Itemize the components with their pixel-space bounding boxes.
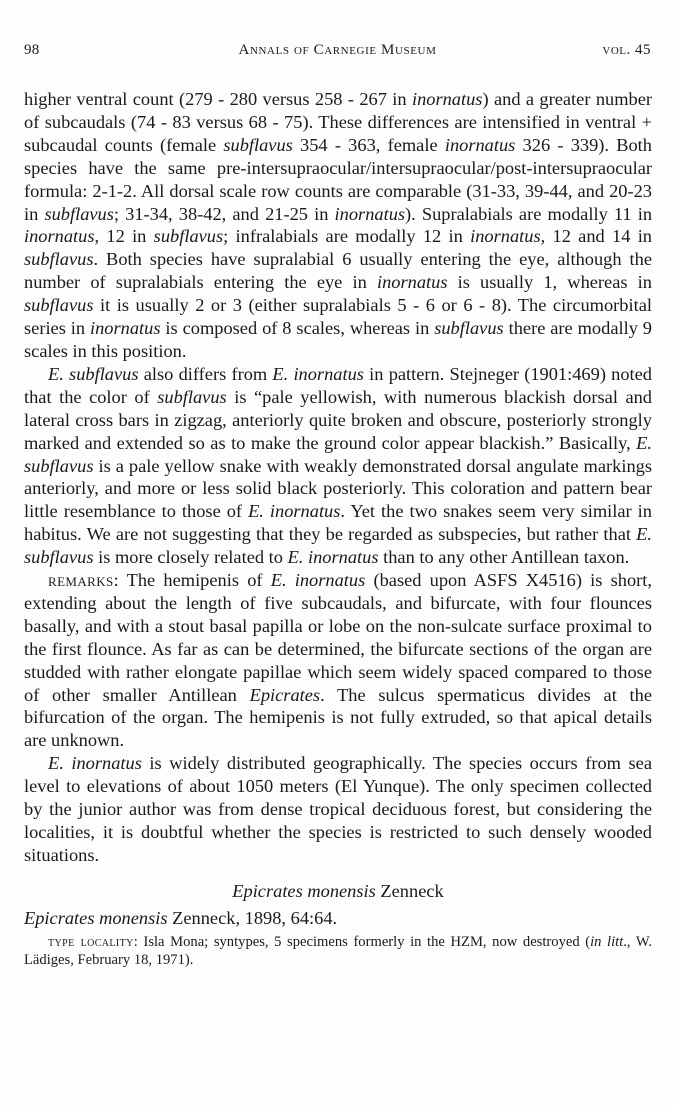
- paragraph-pattern: E. subflavus also differs from E. inornatus in pattern. Stejneger (1901:469) noted that the color of subflavus is “pale yellowish, with numerous blackish dorsal and lateral cross bars in zigzag, anteriorly quite broken and obscure, posteriorly strongly marked and extended so as to make the ground color appear blackish.” Basically, E. subflavus is a pale yellow snake with weakly demonstrated dorsal angulate markings anteriorly, and more or less solid black posteriorly. This coloration and pattern bear little resemblance to those of E. inornatus. Yet the two snakes seem very similar in habitus. We are not suggesting that they be regarded as subspecies, but rather that E. subflavus is more closely related to E. inornatus than to any other Antillean taxon.: [24, 363, 653, 568]
- type-locality: type locality: Isla Mona; syntypes, 5 specimens formerly in the HZM, now destroyed (in litt., W. Lädiges, February 18, 1971).: [24, 933, 652, 968]
- journal-title: Annals of Carnegie Museum: [238, 42, 437, 58]
- paragraph-scale-counts: higher ventral count (279 - 280 versus 258 - 267 in inornatus) and a greater number of subcaudals (74 - 83 versus 68 - 75). These differences are intensified in ventral + subcaudal counts (female subflavus 354 - 363, female inornatus 326 - 339). Both species have the same pre-intersupraocular/intersupraocular/post-intersupraocular formula: 2-1-2. All dorsal scale row counts are comparable (31-33, 39-44, and 20-23 in subflavus; 31-34, 38-42, and 21-25 in inornatus). Supralabials are modally 11 in inornatus, 12 in subflavus; infralabials are modally 12 in inornatus, 12 and 14 in subflavus. Both species have supralabial 6 usually entering the eye, although the number of supralabials entering the eye in inornatus is usually 1, whereas in subflavus it is usually 2 or 3 (either supralabials 5 - 6 or 6 - 8). The circumorbital series in inornatus is composed of 8 scales, whereas in subflavus there are modally 9 scales in this position.: [24, 89, 653, 361]
- synonymy-line: Epicrates monensis Zenneck, 1898, 64:64.: [24, 907, 338, 928]
- volume-label: vol. 45: [602, 42, 651, 58]
- paragraph-distribution: E. inornatus is widely distributed geographically. The species occurs from sea level to elevations of about 1050 meters (El Yunque). The only specimen collected by the junior author was from dense tropical deciduous forest, but considering the localities, it is doubtful whether the species is restricted to such densely wooded situations.: [24, 753, 652, 865]
- paragraph-remarks: remarks: The hemipenis of E. inornatus (based upon ASFS X4516) is short, extending about the length of five subcaudals, and bifurcate, with four flounces basally, and with a stout basal papilla or lobe on the non-sulcate surface proximal to the first flounce. As far as can be determined, the bifurcate sections of the organ are studded with rather elongate papillae which seem widely spaced compared to those of other smaller Antillean Epicrates. The sulcus spermaticus divides at the bifurcation of the organ. The hemipenis is not fully extruded, so that apical details are unknown.: [24, 570, 652, 751]
- species-heading: Epicrates monensis Zenneck: [232, 880, 444, 901]
- remarks-label: remarks: [48, 570, 114, 591]
- page-number: 98: [24, 42, 40, 58]
- running-header: [24, 42, 651, 64]
- body-text: [24, 88, 652, 969]
- type-locality-label: type locality: [48, 933, 134, 950]
